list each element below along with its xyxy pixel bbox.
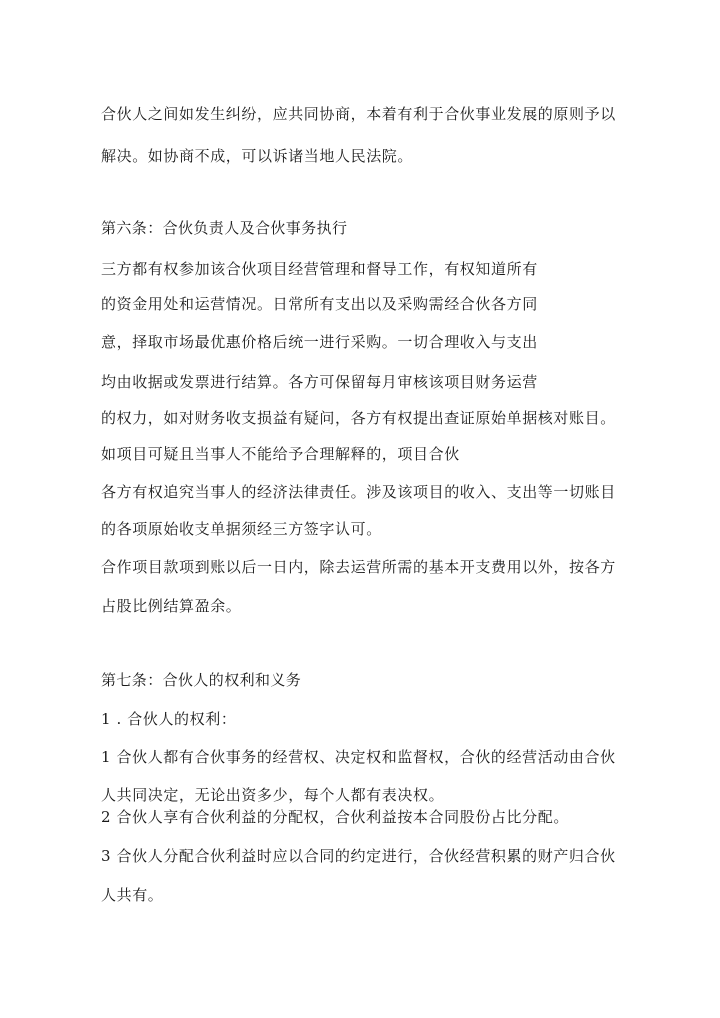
list-heading: 1 . 合伙人的权利：	[101, 710, 237, 728]
paragraph-line: 解决。如协商不成，可以诉诸当地人民法院。	[101, 147, 414, 165]
list-item: 1 合伙人都有合伙事务的经营权、决定权和监督权，合伙的经营活动由合伙	[101, 748, 616, 766]
paragraph-line: 意，择取市场最优惠价格后统一进行采购。一切合理收入与支出	[101, 333, 538, 351]
paragraph-line: 的各项原始收支单据须经三方签字认可。	[101, 520, 382, 538]
paragraph-line: 各方有权追究当事人的经济法律责任。涉及该项目的收入、支出等一切账目	[101, 483, 616, 501]
paragraph-line: 三方都有权参加该合伙项目经营管理和督导工作，有权知道所有	[101, 260, 538, 278]
list-item-continuation: 人共同决定，无论出资多少，每个人都有表决权。	[101, 786, 445, 804]
section-heading-article-6: 第六条：合伙负责人及合伙事务执行	[101, 219, 348, 237]
paragraph-line: 均由收据或发票进行结算。各方可保留每月审核该项目财务运营	[101, 373, 538, 391]
list-item: 2 合伙人享有合伙利益的分配权，合伙利益按本合同股份占比分配。	[101, 808, 569, 826]
paragraph-line: 合伙人之间如发生纠纷，应共同协商，本着有利于合伙事业发展的原则予以	[101, 105, 616, 123]
list-item-continuation: 人共有。	[101, 886, 164, 904]
section-heading-article-7: 第七条：合伙人的权利和义务	[101, 671, 302, 689]
paragraph-line: 如项目可疑且当事人不能给予合理解释的，项目合伙	[101, 445, 460, 463]
paragraph-line: 占股比例结算盈余。	[101, 597, 242, 615]
list-item: 3 合伙人分配合伙利益时应以合同的约定进行，合伙经营积累的财产归合伙	[101, 847, 616, 865]
paragraph-line: 的权力，如对财务收支损益有疑问，各方有权提出查证原始单据核对账目。	[101, 409, 616, 427]
paragraph-line: 合作项目款项到账以后一日内，除去运营所需的基本开支费用以外，按各方	[101, 558, 616, 576]
paragraph-line: 的资金用处和运营情况。日常所有支出以及采购需经合伙各方同	[101, 295, 538, 313]
